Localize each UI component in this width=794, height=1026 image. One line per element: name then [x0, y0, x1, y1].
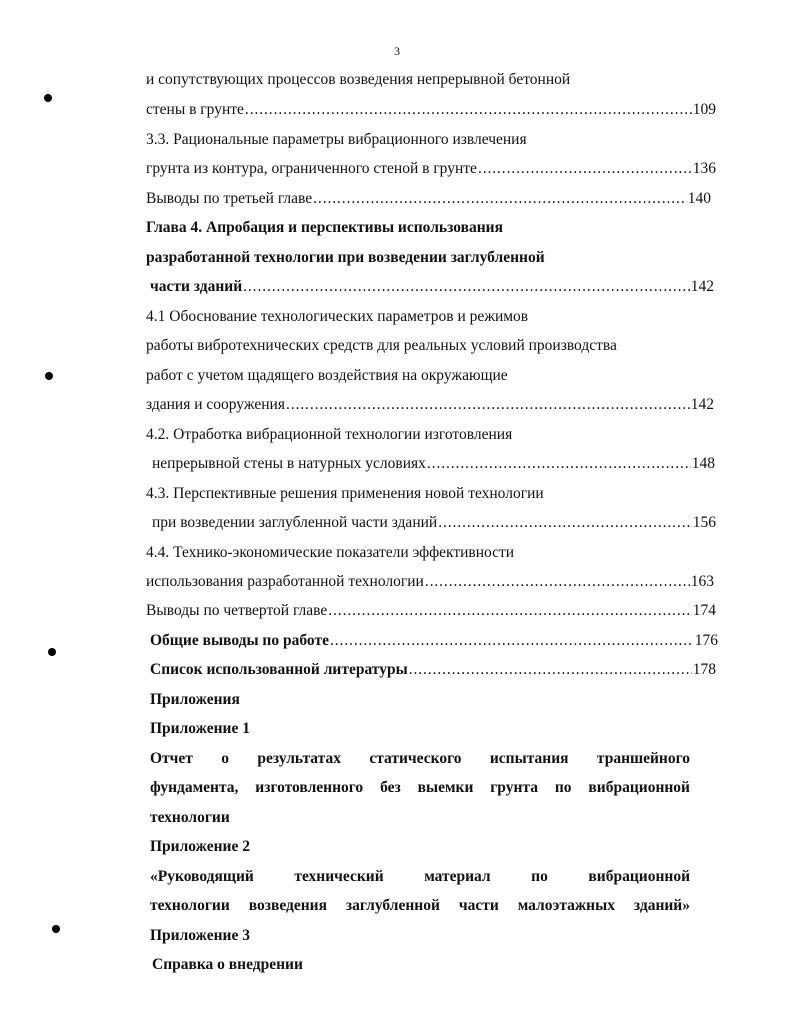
toc-entry-title: Общие выводы по работе	[150, 632, 329, 649]
chapter-heading: разработанной технологии при возведении заглубленной	[146, 249, 545, 266]
toc-entry-page: 142	[690, 396, 714, 413]
toc-text-line: 3.3. Рациональные параметры вибрационного извлечения	[146, 131, 527, 148]
toc-entry	[150, 277, 714, 297]
toc-entry-title: стены в грунте	[146, 101, 244, 118]
dot-leader	[425, 572, 690, 592]
toc-entry-title: использования разработанной технологии	[146, 573, 424, 590]
dot-leader	[286, 395, 690, 415]
appendix-title: технологии	[150, 809, 230, 826]
appendix-heading: Приложение 1	[150, 720, 250, 737]
dot-leader	[313, 189, 687, 209]
toc-text-line: и сопутствующих процессов возведения непрерывной бетонной	[146, 71, 571, 88]
appendix-title: технологии возведения заглубленной части малоэтажных зданий»	[150, 897, 690, 914]
toc-entry-page: 109	[692, 101, 716, 118]
dot-leader	[245, 100, 692, 120]
dot-leader	[328, 601, 692, 621]
toc-text-line: 4.4. Технико-экономические показатели эффективности	[146, 544, 515, 561]
toc-text-line: 4.3. Перспективные решения применения новой технологии	[146, 485, 544, 502]
appendix-title: Отчет о результатах статического испытания траншейного	[150, 750, 690, 767]
appendix-heading: Справка о внедрении	[152, 956, 303, 973]
binding-hole-3	[48, 648, 56, 656]
toc-entry-title: непрерывной стены в натурных условиях	[152, 455, 426, 472]
toc-entry	[150, 631, 718, 651]
appendix-title: «Руководящий технический материал по вибрационной	[150, 868, 690, 885]
dot-leader	[438, 513, 692, 533]
toc-text-line: 4.2. Отработка вибрационной технологии изготовления	[146, 426, 513, 443]
binding-hole-4	[52, 925, 60, 933]
toc-entry	[146, 189, 711, 209]
toc-entry-title: здания и сооружения	[146, 396, 285, 413]
dot-leader	[330, 631, 694, 651]
toc-entry-title: части зданий	[150, 278, 243, 295]
dot-leader	[478, 159, 692, 179]
toc-entry	[146, 159, 716, 179]
toc-entry	[146, 395, 714, 415]
toc-entry-page: 142	[690, 278, 714, 295]
toc-entry-page: 176	[694, 632, 718, 649]
toc-entry	[152, 513, 716, 533]
toc-entry-title: при возведении заглубленной части зданий	[152, 514, 438, 531]
toc-entry-title: грунта из контура, ограниченного стеной в грунте	[146, 160, 477, 177]
toc-entry	[146, 601, 716, 621]
toc-entry-title: Выводы по третьей главе	[146, 190, 313, 207]
binding-hole-1	[44, 94, 52, 102]
binding-hole-2	[45, 372, 53, 380]
toc-entry	[152, 454, 715, 474]
toc-entry	[150, 660, 716, 680]
dot-leader	[427, 454, 691, 474]
toc-entry-page: 136	[692, 160, 716, 177]
dot-leader	[409, 660, 692, 680]
toc-entry-page: 156	[692, 514, 716, 531]
page-number: 3	[394, 44, 400, 58]
toc-entry-page: 178	[692, 661, 716, 678]
toc-entry-page: 148	[691, 455, 715, 472]
toc-entry-page: 163	[690, 573, 714, 590]
toc-entry-page: 140	[687, 190, 711, 207]
dot-leader	[243, 277, 690, 297]
appendix-title: фундамента, изготовленного без выемки грунта по вибрационной	[150, 779, 690, 796]
toc-text-line: работы вибротехнических средств для реальных условий производства	[146, 337, 617, 354]
toc-text-line: 4.1 Обоснование технологических параметров и режимов	[146, 308, 529, 325]
toc-entry-title: Выводы по четвертой главе	[146, 602, 328, 619]
appendix-heading: Приложение 2	[150, 838, 250, 855]
toc-text-line: работ с учетом щадящего воздействия на окружающие	[146, 367, 508, 384]
toc-entry-page: 174	[692, 602, 716, 619]
toc-entry	[146, 100, 716, 120]
chapter-heading: Глава 4. Апробация и перспективы использования	[146, 219, 503, 236]
toc-entry-title: Список использованной литературы	[150, 661, 408, 678]
appendix-heading: Приложение 3	[150, 927, 250, 944]
appendix-heading: Приложения	[150, 691, 240, 708]
toc-entry	[146, 572, 714, 592]
